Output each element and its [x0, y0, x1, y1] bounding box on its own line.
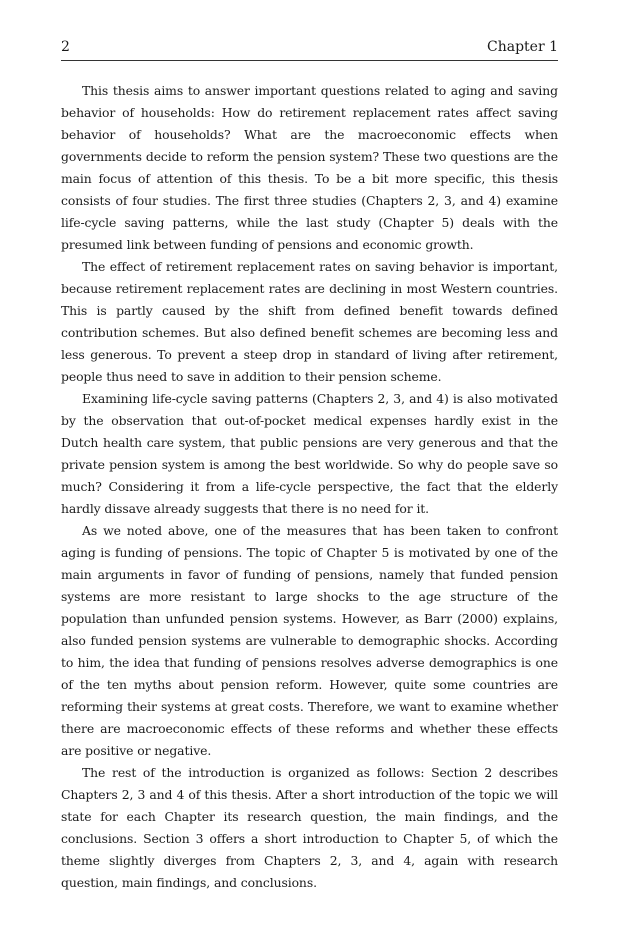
body-text [61, 80, 558, 894]
paragraph-life-cycle-saving: Examining life-cycle saving patterns (Chapters 2, 3, and 4) is also motivated by the observation that out-of-pocket medical expenses hardly exist in the Dutch health care system, that public pensions are very generous and that the private pension system is among the best worldwide. So why do people save so much? Considering it from a life-cycle perspective, the fact that the elderly hardly dissave already suggests that there is no need for it. [61, 391, 558, 516]
paragraph-replacement-rates: The effect of retirement replacement rates on saving behavior is important, because retirement replacement rates are declining in most Western countries. This is partly caused by the shift from defined benefit towards defined contribution schemes. But also defined benefit schemes are becoming less and less generous. To prevent a steep drop in standard of living after retirement, people thus need to save in addition to their pension scheme. [61, 259, 558, 384]
document-page [61, 38, 558, 894]
paragraph-funding-of-pensions: As we noted above, one of the measures that has been taken to confront aging is funding of pensions. The topic of Chapter 5 is motivated by one of the main arguments in favor of funding of pensions, namely that funded pension systems are more resistant to large shocks to the age structure of the population than unfunded pension systems. However, as Barr (2000) explains, also funded pension systems are vulnerable to demographic shocks. According to him, the idea that funding of pensions resolves adverse demographics is one of the ten myths about pension reform. However, quite some countries are reforming their systems at great costs. Therefore, we want to examine whether there are macroeconomic effects of these reforms and whether these effects are positive or negative. [61, 523, 558, 758]
paragraph-intro: This thesis aims to answer important questions related to aging and saving behavior of households: How do retirement replacement rates affect saving behavior of households? What are the macroeconomic effects when governments decide to reform the pension system? These two questions are the main focus of attention of this thesis. To be a bit more specific, this thesis consists of four studies. The first three studies (Chapters 2, 3, and 4) examine life-cycle saving patterns, while the last study (Chapter 5) deals with the presumed link between funding of pensions and economic growth. [61, 83, 558, 252]
paragraph-organization: The rest of the introduction is organized as follows: Section 2 describes Chapters 2, 3 and 4 of this thesis. After a short introduction of the topic we will state for each Chapter its research question, the main findings, and the conclusions. Section 3 offers a short introduction to Chapter 5, of which the theme slightly diverges from Chapters 2, 3, and 4, again with research question, main findings, and conclusions. [61, 765, 558, 890]
chapter-label: Chapter 1 [487, 39, 558, 55]
page-number: 2 [61, 39, 70, 55]
running-header [61, 38, 558, 61]
